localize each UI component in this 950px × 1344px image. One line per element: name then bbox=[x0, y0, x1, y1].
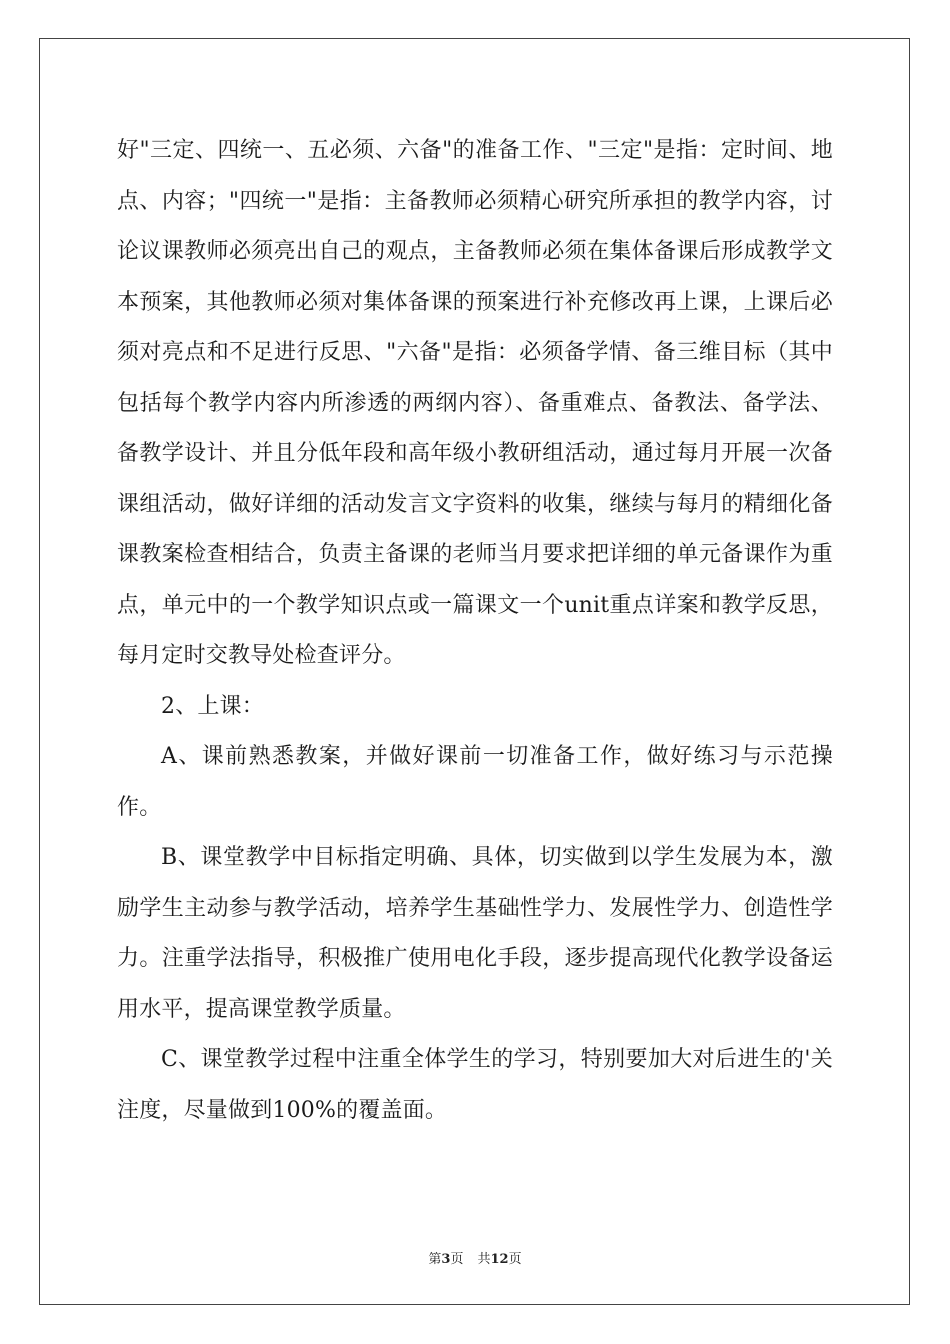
page-prefix: 第 bbox=[428, 1252, 442, 1267]
page-footer bbox=[0, 1248, 950, 1267]
total-suffix: 页 bbox=[508, 1252, 522, 1267]
document-body bbox=[117, 126, 833, 1136]
paragraph-section-heading: 2、上课： bbox=[161, 693, 264, 719]
paragraph-item-c: C、课堂教学过程中注重全体学生的学习，特别要加大对后进生的'关注度，尽量做到100%的覆盖面。 bbox=[117, 1047, 833, 1123]
total-pages: 12 bbox=[490, 1252, 509, 1267]
paragraph-item-b: B、课堂教学中目标指定明确、具体，切实做到以学生发展为本，激励学生主动参与教学活动，培养学生基础性学力、发展性学力、创造性学力。注重学法指导，积极推广使用电化手段，逐步提高现代化教学设备运用水平，提高课堂教学质量。 bbox=[117, 845, 833, 1022]
page-suffix: 页 bbox=[450, 1252, 464, 1267]
page-number: 3 bbox=[441, 1252, 451, 1267]
paragraph-item-a: A、课前熟悉教案，并做好课前一切准备工作，做好练习与示范操作。 bbox=[117, 744, 833, 820]
total-prefix: 共 bbox=[477, 1252, 491, 1267]
paragraph-continued: 好"三定、四统一、五必须、六备"的准备工作、"三定"是指：定时间、地点、内容；"四统一"是指：主备教师必须精心研究所承担的教学内容，讨论议课教师必须亮出自己的观点，主备教师必须在集体备课后形成教学文本预案，其他教师必须对集体备课的预案进行补充修改再上课，上课后必须对亮点和不足进行反思、"六备"是指：必须备学情、备三维目标（其中包括每个教学内容内所渗透的两纲内容）、备重难点、备教法、备学法、备教学设计、并且分低年段和高年级小教研组活动，通过每月开展一次备课组活动，做好详细的活动发言文字资料的收集，继续与每月的精细化备课教案检查相结合，负责主备课的老师当月要求把详细的单元备课作为重点，单元中的一个教学知识点或一篇课文一个unit重点详案和教学反思，每月定时交教导处检查评分。 bbox=[117, 138, 833, 668]
